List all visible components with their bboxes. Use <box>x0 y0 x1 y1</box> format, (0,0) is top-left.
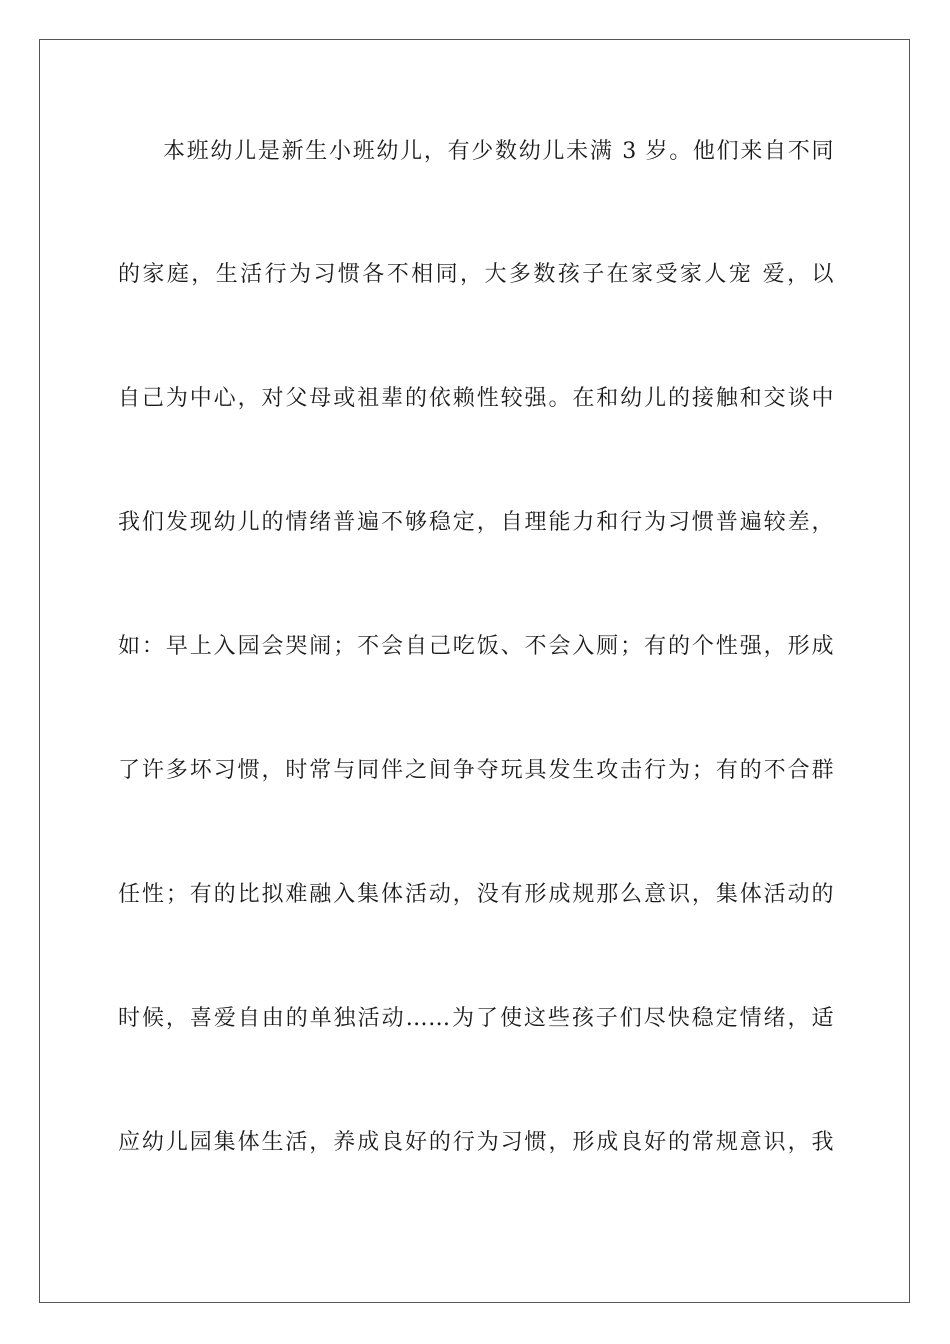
paragraph-line-5: 如：早上入园会哭闹；不会自己吃饭、不会入厕；有的个性强，形成 <box>118 634 834 659</box>
paragraph-line-7: 任性；有的比拟难融入集体活动，没有形成规那么意识，集体活动的 <box>118 882 834 907</box>
page-border <box>39 39 910 1303</box>
paragraph-line-2: 的家庭，生活行为习惯各不相同，大多数孩子在家受家人宠 爱，以 <box>118 262 834 287</box>
paragraph-line-6: 了许多坏习惯，时常与同伴之间争夺玩具发生攻击行为；有的不合群 <box>118 758 834 783</box>
paragraph-line-9: 应幼儿园集体生活，养成良好的行为习惯，形成良好的常规意识，我 <box>118 1130 834 1155</box>
paragraph-line-4: 我们发现幼儿的情绪普遍不够稳定，自理能力和行为习惯普遍较差， <box>118 510 834 535</box>
paragraph-line-8: 时候，喜爱自由的单独活动……为了使这些孩子们尽快稳定情绪，适 <box>118 1006 834 1031</box>
paragraph-line-1: 本班幼儿是新生小班幼儿，有少数幼儿未满 3 岁。他们来自不同 <box>163 139 834 164</box>
paragraph-line-3: 自己为中心，对父母或祖辈的依赖性较强。在和幼儿的接触和交谈中 <box>118 386 834 411</box>
